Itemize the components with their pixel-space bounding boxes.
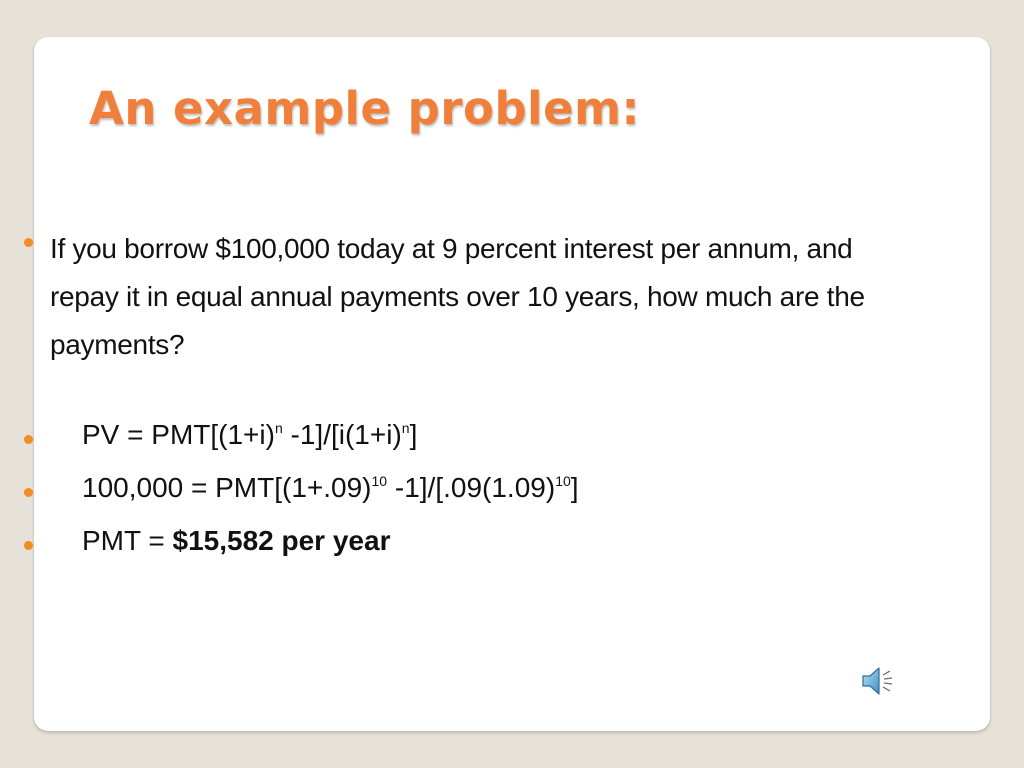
bullet-icon [24,541,33,550]
formula-general-part3: ] [409,419,418,450]
bullet-icon [24,488,33,497]
formula-general-part1: PV = PMT[(1+i) [82,419,275,450]
slide-title: An example problem: [89,82,641,135]
bullet-icon [24,435,33,444]
question-text: If you borrow $100,000 today at 9 percent interest per annum, and repay it in equal annual payments over 10 years, how much are the payments? [50,233,865,360]
formula-result-label: PMT = [82,525,173,556]
formula-numeric [82,472,579,504]
formula-numeric-part3: ] [570,472,579,503]
formula-numeric-exponent2: 10 [555,473,571,489]
payment-answer: $15,582 per year [172,525,391,556]
speaker-icon-graphic [859,662,899,700]
formula-general-exponent2: n [401,420,410,436]
formula-result [82,525,390,557]
formula-numeric-part1: 100,000 = PMT[(1+.09) [82,472,372,503]
speaker-icon[interactable] [859,662,899,700]
formula-general [82,419,417,451]
slide [34,37,990,731]
formula-numeric-exponent1: 10 [371,473,388,489]
bullet-icon [24,238,33,247]
formula-general-exponent1: n [274,420,283,436]
formula-numeric-part2: -1]/[.09(1.09) [387,472,556,503]
formula-general-part2: -1]/[i(1+i) [282,419,402,450]
